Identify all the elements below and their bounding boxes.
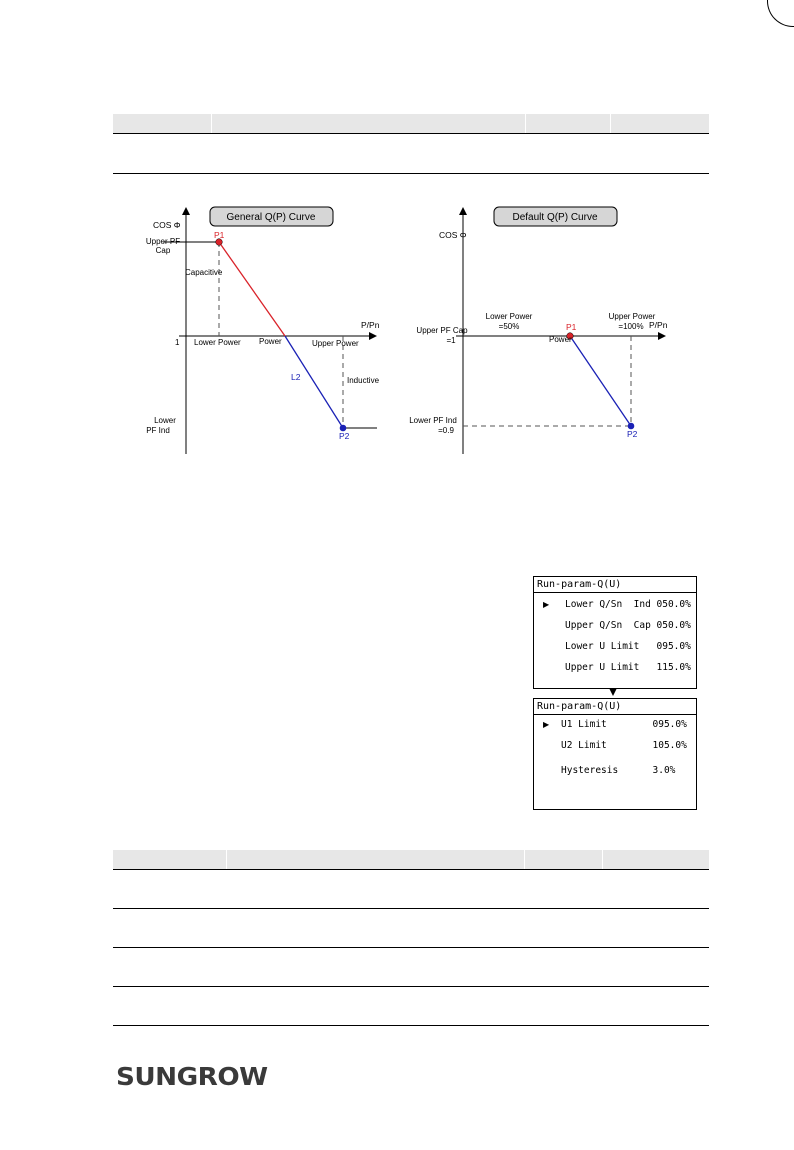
right-upper-pf-label: Upper PF Cap: [416, 326, 468, 335]
lcd-screen-q-u-page1: [533, 576, 697, 689]
page-corner-decoration: [767, 0, 794, 27]
left-capacitive-segment: [219, 242, 285, 336]
lcd-line-lower-q-sn[interactable]: Lower Q/Sn Ind 050.0%: [565, 599, 691, 610]
sungrow-logo: SUNGROW: [116, 1062, 268, 1091]
lcd-title: Run-param-Q(U): [534, 577, 696, 593]
lcd-line-lower-u-limit[interactable]: Lower U Limit 095.0%: [565, 641, 691, 652]
right-p2-label: P2: [627, 429, 638, 439]
left-p1-label: P1: [214, 230, 225, 240]
table-row: [113, 909, 709, 948]
parameter-table-bottom: [113, 850, 709, 1026]
table-row: [113, 948, 709, 987]
lcd-line-upper-q-sn[interactable]: Upper Q/Sn Cap 050.0%: [565, 620, 691, 631]
table-row: [113, 987, 709, 1026]
lcd-title: Run-param-Q(U): [534, 699, 696, 715]
left-lower-pf-label: Lower: [154, 416, 176, 425]
lcd-screen-q-u-page2: [533, 698, 697, 810]
lcd-line-upper-u-limit[interactable]: Upper U Limit 115.0%: [565, 662, 691, 673]
qp-curve-figure: [113, 198, 709, 468]
right-lower-pf-label: Lower PF Ind: [409, 416, 457, 425]
left-y-axis-label: COS Φ: [153, 220, 181, 230]
lcd-cursor-icon: ▶: [543, 720, 550, 729]
left-x-axis-label: P/Pn: [361, 320, 380, 330]
left-inductive-segment: [285, 336, 343, 428]
parameter-table-top: [113, 114, 709, 174]
capacitive-label: Capacitive: [185, 268, 223, 277]
left-p2-label: P2: [339, 431, 350, 441]
table-row: [113, 134, 709, 174]
left-lower-pf-label-2: PF Ind: [146, 426, 170, 435]
table-header: [113, 850, 709, 870]
left-one-label: 1: [175, 338, 180, 347]
right-power-label: Power: [549, 335, 572, 344]
right-lower-pf-label-2: =0.9: [438, 426, 454, 435]
left-power-label: Power: [259, 337, 282, 346]
left-lower-power-label: Lower Power: [194, 338, 241, 347]
right-p1-label: P1: [566, 322, 577, 332]
lcd-cursor-icon: ▶: [543, 600, 550, 609]
left-upper-power-label: Upper Power: [312, 339, 359, 348]
right-upper-power-label-2: =100%: [618, 322, 644, 331]
right-upper-pf-label-2: =1: [446, 336, 456, 345]
left-upper-pf-label-2: Cap: [155, 246, 171, 255]
l2-label: L2: [291, 372, 301, 382]
arrow-down-icon: [609, 688, 617, 696]
lcd-line-hysteresis[interactable]: Hysteresis 3.0%: [561, 765, 676, 776]
lcd-line-u2-limit[interactable]: U2 Limit 105.0%: [561, 740, 687, 751]
left-upper-pf-label: Upper PF: [145, 237, 181, 246]
default-curve-title: Default Q(P) Curve: [512, 212, 598, 223]
right-lower-power-label-2: =50%: [498, 322, 520, 331]
right-upper-power-label: Upper Power: [608, 312, 656, 321]
table-header: [113, 114, 709, 134]
lcd-line-u1-limit[interactable]: U1 Limit 095.0%: [561, 719, 687, 730]
right-lower-power-label: Lower Power: [485, 312, 533, 321]
table-row: [113, 870, 709, 909]
right-inductive-segment: [570, 336, 631, 426]
inductive-label: Inductive: [347, 376, 380, 385]
right-x-axis-label: P/Pn: [649, 320, 668, 330]
right-y-axis-label: COS Φ: [439, 230, 467, 240]
general-curve-title: General Q(P) Curve: [226, 212, 316, 223]
qp-curve-diagram: [113, 198, 709, 468]
